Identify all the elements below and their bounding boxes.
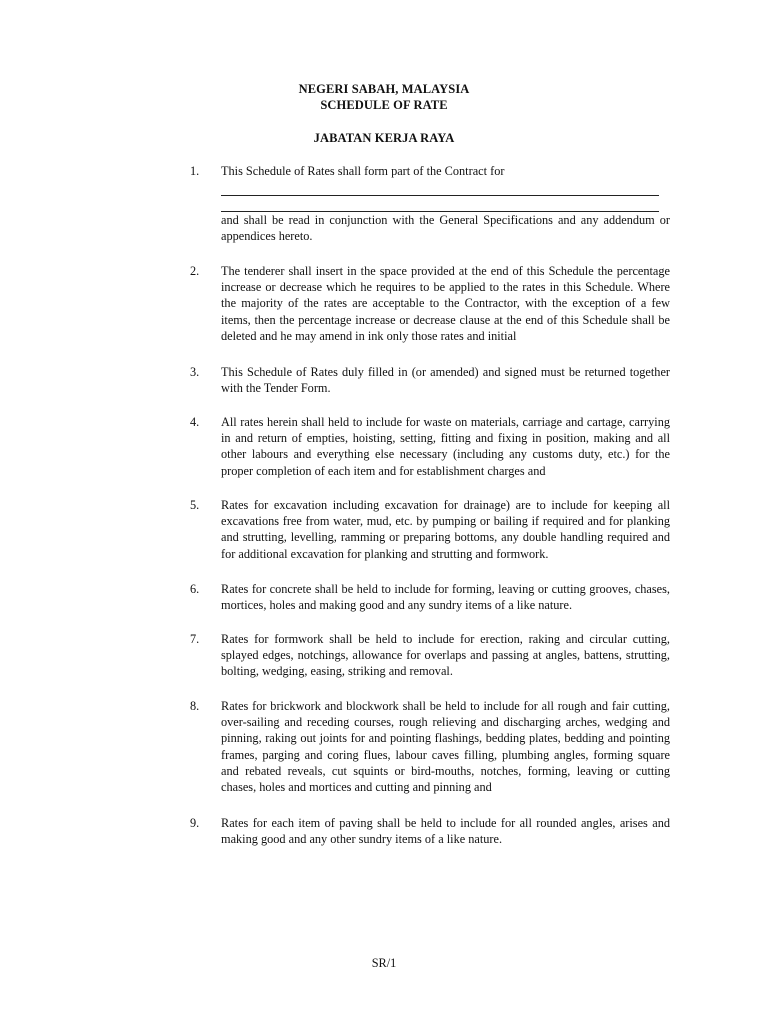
clause-number: 3. xyxy=(190,365,200,379)
document-title-line2: SCHEDULE OF RATE xyxy=(320,98,448,112)
clause-4-text: All rates herein shall held to include for waste on materials, carriage and cartage, carrying in and return of empties, hoisting, setting, fitting and fixing in position, making and all other labours and everything else necessary (including any customs duty, etc.) for the proper completion of each item and for establishment charges and xyxy=(221,415,670,478)
clause-1-text-b: and shall be read in conjunction with the General Specifications and any addendum or appendices hereto. xyxy=(221,213,670,244)
clause-3 xyxy=(190,364,670,396)
clause-4 xyxy=(190,414,670,479)
clause-number: 8. xyxy=(190,699,200,713)
clause-7-text: Rates for formwork shall be held to include for erection, raking and circular cutting, splayed edges, notchings, allowance for overlaps and passing at angles, battens, strutting, bolting, wedging, easing, striking and removal. xyxy=(221,632,670,679)
clause-7 xyxy=(190,631,670,680)
document-title-line1: NEGERI SABAH, MALAYSIA xyxy=(298,82,470,96)
clause-8 xyxy=(190,698,670,801)
clause-9-text: Rates for each item of paving shall be held to include for all rounded angles, arises and making good and any other sundry items of a like nature. xyxy=(221,816,670,847)
clause-5-text: Rates for excavation including excavation for drainage) are to include for keeping all excavations free from water, mud, etc. by pumping or bailing if required and for planking and strutting, levelling, ramming or preparing bottoms, any double handling required and for additional excavation for planking and strutting and formwork. xyxy=(221,498,670,561)
contract-name-line-1 xyxy=(221,195,659,196)
clause-2-text: The tenderer shall insert in the space provided at the end of this Schedule the percentage increase or decrease which he requires to be applied to the rates in this Schedule. Where the majority of the rates are acceptable to the Contractor, with the exception of a few items, then the percentage increase or decrease clause at the end of this Schedule shall be deleted and he may amend in ink only those rates and initial xyxy=(221,264,670,343)
department-heading: JABATAN KERJA RAYA xyxy=(313,131,455,145)
clause-2 xyxy=(190,263,670,344)
clause-6 xyxy=(190,581,670,613)
clause-number: 5. xyxy=(190,498,200,512)
clause-number: 7. xyxy=(190,632,200,646)
clause-number: 2. xyxy=(190,264,200,278)
page-number: SR/1 xyxy=(371,956,397,970)
clause-5 xyxy=(190,497,670,562)
clause-9 xyxy=(190,815,670,847)
clause-1-continued xyxy=(190,212,670,244)
clause-1 xyxy=(190,163,670,179)
clause-3-text: This Schedule of Rates duly filled in (or amended) and signed must be returned together with the Tender Form. xyxy=(221,365,670,396)
clause-8-text: Rates for brickwork and blockwork shall be held to include for all rough and fair cutting, over-sailing and receding courses, rough relieving and discharging arches, wedging and pinning, raking out joints for and pointing flashings, bedding plates, bedding and pointing frames, parging and coring flues, labour caves filling, plumbing angles, forming square and rebated reveals, cut squints or bird-mouths, notches, forming, leaving or cutting chases, holes and mortices and cutting and pinning and xyxy=(221,699,670,795)
clause-number: 4. xyxy=(190,415,200,429)
clause-number: 9. xyxy=(190,816,200,830)
clause-number: 1. xyxy=(190,164,200,178)
clause-6-text: Rates for concrete shall be held to include for forming, leaving or cutting grooves, chases, mortices, holes and making good and any sundry items of a like nature. xyxy=(221,582,670,613)
clause-number: 6. xyxy=(190,582,200,596)
clause-1-text-a: This Schedule of Rates shall form part of the Contract for xyxy=(221,164,505,178)
